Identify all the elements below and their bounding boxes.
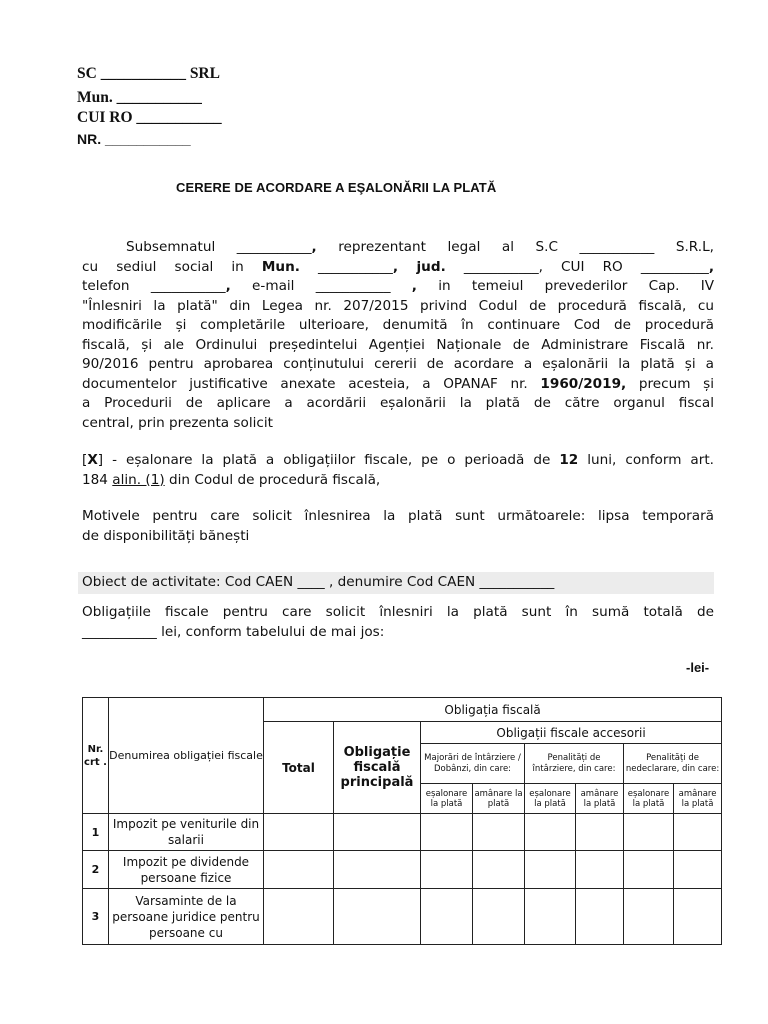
activity-paragraph [82, 573, 714, 593]
document-title: CERERE DE ACORDARE A EŞALONĂRII LA PLATĂ [176, 180, 497, 195]
table-cell[interactable] [264, 814, 334, 851]
table-row [83, 889, 722, 945]
obligations-table [82, 697, 722, 945]
table-cell[interactable] [576, 889, 624, 945]
table-cell[interactable] [525, 851, 576, 889]
table-cell[interactable] [525, 889, 576, 945]
intro-line: central, prin prezenta solicit [82, 414, 273, 431]
option-line: [X] - eșalonare la plată a obligațiilor fiscale, pe o perioadă de 12 luni, conform art. [82, 452, 714, 468]
deferral-subheader: amânare la plată [576, 784, 624, 814]
table-cell[interactable] [674, 851, 722, 889]
table-cell[interactable] [624, 889, 674, 945]
option-line: 184 alin. (1) din Codul de procedură fiscală, [82, 471, 381, 488]
registration-number-line: NR. ___________ [77, 131, 191, 147]
company-name-line: SC ___________ SRL [77, 65, 220, 82]
table-cell[interactable] [334, 889, 421, 945]
table-cell[interactable] [674, 889, 722, 945]
total-header: Total [264, 722, 334, 814]
row-obligation-name: Impozit pe dividende persoane fizice [109, 851, 264, 889]
table-cell[interactable] [421, 889, 473, 945]
motive-line: Motivele pentru care solicit înlesnirea la plată sunt următoarele: lipsa temporară [82, 508, 714, 524]
option-paragraph [82, 451, 714, 490]
deferral-subheader: amânare la plată [674, 784, 722, 814]
table-row [83, 851, 722, 889]
intro-line: a Procedurii de aplicare a acordării eșalonării la plată de către organul fiscal [82, 395, 714, 411]
option-checkbox-mark[interactable]: X [87, 452, 98, 468]
motive-line: de disponibilități bănești [82, 527, 250, 544]
table-cell[interactable] [624, 814, 674, 851]
table-cell[interactable] [264, 851, 334, 889]
activity-line: Obiect de activitate: Cod CAEN ____ , denumire Cod CAEN ___________ [82, 574, 555, 590]
installment-subheader: eșalonare la plată [624, 784, 674, 814]
table-cell[interactable] [421, 814, 473, 851]
intro-paragraph [82, 238, 714, 433]
intro-line: Subsemnatul ___________, reprezentant legal al S.C ___________ S.R.L, [126, 239, 714, 255]
row-number: 1 [83, 814, 109, 851]
table-cell[interactable] [473, 851, 525, 889]
municipality-line: Mun. ___________ [77, 89, 202, 106]
row-obligation-name: Varsaminte de la persoane juridice pentru persoane cu [109, 889, 264, 945]
cui-line: CUI RO ___________ [77, 109, 222, 126]
table-cell[interactable] [525, 814, 576, 851]
accessory-obligations-header: Obligații fiscale accesorii [421, 722, 722, 744]
motive-paragraph [82, 507, 714, 546]
table-cell[interactable] [576, 851, 624, 889]
row-number: 2 [83, 851, 109, 889]
intro-line: documentelor justificative anexate acesteia, a OPANAF nr. 1960/2019, precum și [82, 375, 714, 392]
intro-line: "Înlesniri la plată" din Legea nr. 207/2015 privind Codul de procedură fiscală, cu [82, 297, 714, 314]
table-cell[interactable] [473, 814, 525, 851]
intro-line: 90/2016 pentru aprobarea conținutului cererii de acordare a eșalonării la plată și a [82, 356, 714, 372]
table-cell[interactable] [334, 814, 421, 851]
intro-line: modificările și completările ulterioare, denumită în continuare Cod de procedură [82, 317, 714, 333]
late-penalties-header: Penalități de întârziere, din care: [525, 744, 624, 784]
nr-crt-header: Nr. crt . [83, 698, 109, 814]
installment-subheader: eșalonare la plată [525, 784, 576, 814]
installment-subheader: eșalonare la plată [421, 784, 473, 814]
table-cell[interactable] [624, 851, 674, 889]
currency-unit-label: -lei- [686, 660, 710, 675]
deferral-subheader: amânare la plată [473, 784, 525, 814]
table-cell[interactable] [674, 814, 722, 851]
obligations-line: Obligațiile fiscale pentru care solicit înlesniri la plată sunt în sumă totală de [82, 604, 714, 620]
fiscal-obligation-header: Obligația fiscală [264, 698, 722, 722]
table-row [83, 814, 722, 851]
row-obligation-name: Impozit pe veniturile din salarii [109, 814, 264, 851]
table-cell[interactable] [576, 814, 624, 851]
late-interest-header: Majorări de întârziere / Dobânzi, din care: [421, 744, 525, 784]
intro-line: telefon ___________, e-mail ___________ , in temeiul prevederilor Cap. IV [82, 278, 715, 294]
principal-obligation-header: Obligație fiscală principală [334, 722, 421, 814]
obligations-line: ___________ lei, conform tabelului de mai jos: [82, 623, 385, 640]
row-number: 3 [83, 889, 109, 945]
obligation-name-header: Denumirea obligației fiscale [109, 698, 264, 814]
non-declaration-penalties-header: Penalități de nedeclarare, din care: [624, 744, 722, 784]
table-cell[interactable] [421, 851, 473, 889]
intro-line: fiscală, și ale Ordinului președintelui Agenției Naționale de Administrare Fiscală nr. [82, 336, 714, 353]
table-cell[interactable] [264, 889, 334, 945]
table-cell[interactable] [473, 889, 525, 945]
intro-line: cu sediul social in Mun. ___________, jud. ___________, CUI RO __________, [82, 258, 714, 275]
obligations-paragraph [82, 603, 714, 642]
table-cell[interactable] [334, 851, 421, 889]
